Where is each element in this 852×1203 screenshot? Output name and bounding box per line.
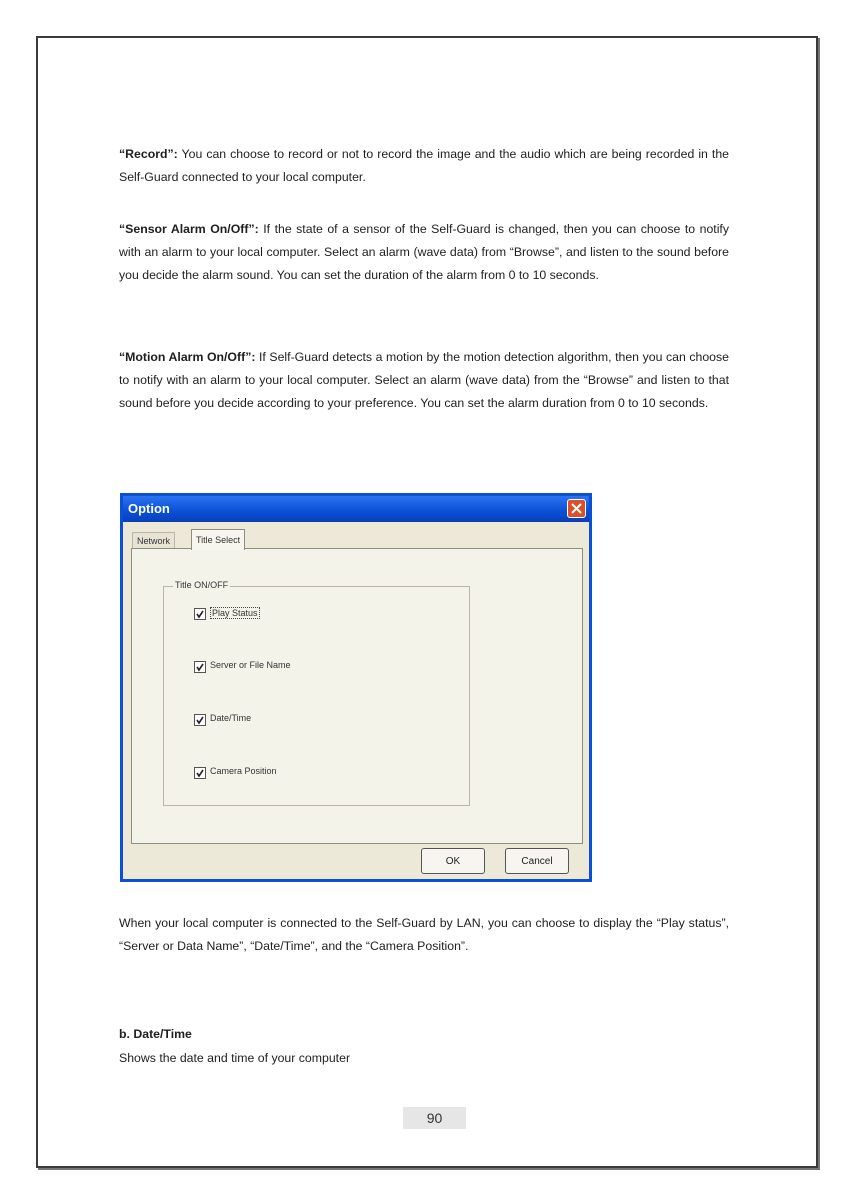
sensor-alarm-text: If the state of a sensor of the Self-Guard is changed, then you can choose to notify with an alarm to your local computer. Select an alarm (wave data) from “Browse”, and listen to the sound before you decide the alarm sound. You can set the duration of the alarm from 0 to 10 seconds.: [119, 222, 729, 282]
check-icon: [195, 662, 205, 672]
checkbox-box[interactable]: [194, 661, 206, 673]
sensor-alarm-heading: “Sensor Alarm On/Off”:: [119, 222, 259, 236]
sensor-alarm-paragraph: [119, 218, 729, 287]
cancel-button[interactable]: Cancel: [505, 848, 569, 874]
date-time-text: Shows the date and time of your computer: [119, 1051, 351, 1065]
record-paragraph: [119, 143, 729, 189]
tab-title-select[interactable]: Title Select: [191, 529, 245, 550]
tab-network[interactable]: Network: [132, 532, 175, 550]
record-heading: “Record”:: [119, 147, 178, 161]
motion-alarm-paragraph: [119, 346, 729, 415]
dialog-titlebar[interactable]: [123, 496, 589, 522]
close-button[interactable]: [567, 499, 586, 518]
checkbox-label: Date/Time: [210, 713, 252, 723]
checkbox-label: Server or File Name: [210, 660, 291, 670]
motion-alarm-text: If Self-Guard detects a motion by the motion detection algorithm, then you can choose to notify with an alarm to your local computer. Select an alarm (wave data) from the “Browse” and listen to that sound before you decide according to your preference. You can set the alarm duration from 0 to 10 seconds.: [119, 350, 729, 410]
checkbox-box[interactable]: [194, 608, 206, 620]
record-text: You can choose to record or not to record the image and the audio which are being recorded in the Self-Guard connected to your local computer.: [119, 147, 729, 184]
check-icon: [195, 715, 205, 725]
option-dialog: [120, 493, 592, 882]
title-select-panel: [131, 548, 583, 844]
ok-button[interactable]: OK: [421, 848, 485, 874]
check-icon: [195, 768, 205, 778]
close-icon: [571, 503, 582, 514]
checkbox-label: Camera Position: [210, 766, 277, 776]
motion-alarm-heading: “Motion Alarm On/Off”:: [119, 350, 256, 364]
dialog-title: Option: [128, 501, 170, 516]
page-number: 90: [403, 1107, 466, 1129]
checkbox-box[interactable]: [194, 767, 206, 779]
title-onoff-group: [163, 580, 470, 806]
check-icon: [195, 609, 205, 619]
checkbox-box[interactable]: [194, 714, 206, 726]
date-time-heading: b. Date/Time: [119, 1027, 192, 1041]
lan-paragraph: When your local computer is connected to the Self-Guard by LAN, you can choose to display the “Play status”, “Server or Data Name”, “Date/Time”, and the “Camera Position”.: [119, 916, 729, 953]
group-label: Title ON/OFF: [175, 580, 229, 590]
checkbox-label: Play Status: [212, 608, 258, 618]
